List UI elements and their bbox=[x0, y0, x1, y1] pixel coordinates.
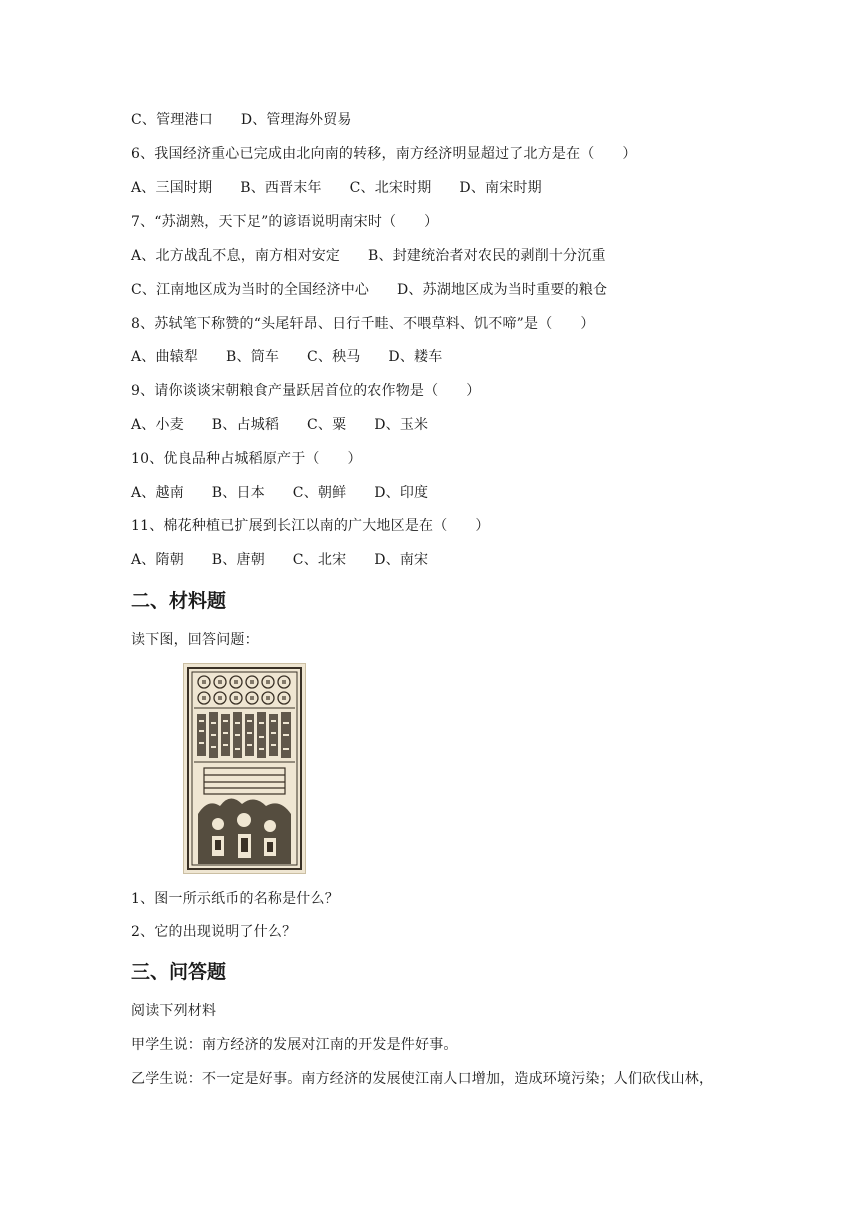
material-question-2: 2、它的出现说明了什么？ bbox=[131, 924, 297, 940]
options-q7-ab: A、北方战乱不息，南方相对安定 B、封建统治者对农民的剥削十分沉重 bbox=[131, 248, 606, 264]
material-question-1: 1、图一所示纸币的名称是什么？ bbox=[131, 891, 339, 907]
section-heading-qa: 三、问答题 bbox=[131, 961, 227, 983]
option-line-q5-cd: C、管理港口 D、管理海外贸易 bbox=[131, 112, 352, 128]
qa-intro: 阅读下列材料 bbox=[131, 1003, 217, 1019]
options-q7-cd: C、江南地区成为当时的全国经济中心 D、苏湖地区成为当时重要的粮仓 bbox=[131, 282, 608, 298]
jiaozi-banknote-image bbox=[183, 663, 306, 874]
options-q10: A、越南 B、日本 C、朝鲜 D、印度 bbox=[131, 485, 429, 501]
options-q11: A、隋朝 B、唐朝 C、北宋 D、南宋 bbox=[131, 552, 429, 568]
section-heading-material: 二、材料题 bbox=[131, 590, 227, 612]
qa-paragraph-1: 甲学生说：南方经济的发展对江南的开发是件好事。 bbox=[131, 1037, 458, 1053]
qa-paragraph-2: 乙学生说：不一定是好事。南方经济的发展使江南人口增加，造成环境污染；人们砍伐山林， bbox=[131, 1071, 714, 1087]
material-intro: 读下图，回答问题： bbox=[131, 632, 259, 648]
banknote-illustration bbox=[184, 664, 305, 873]
question-8: 8、苏轼笔下称赞的“头尾轩昂、日行千畦、不喂草料、饥不啼”是（ ） bbox=[131, 316, 595, 332]
question-6: 6、我国经济重心已完成由北向南的转移，南方经济明显超过了北方是在（ ） bbox=[131, 146, 637, 162]
question-11: 11、棉花种植已扩展到长江以南的广大地区是在（ ） bbox=[131, 518, 490, 534]
question-9: 9、请你谈谈宋朝粮食产量跃居首位的农作物是（ ） bbox=[131, 383, 481, 399]
question-10: 10、优良品种占城稻原产于（ ） bbox=[131, 451, 362, 467]
options-q6: A、三国时期 B、西晋末年 C、北宋时期 D、南宋时期 bbox=[131, 180, 542, 196]
options-q9: A、小麦 B、占城稻 C、粟 D、玉米 bbox=[131, 417, 429, 433]
question-7: 7、“苏湖熟，天下足”的谚语说明南宋时（ ） bbox=[131, 214, 439, 230]
options-q8: A、曲辕犁 B、筒车 C、秧马 D、耧车 bbox=[131, 349, 443, 365]
